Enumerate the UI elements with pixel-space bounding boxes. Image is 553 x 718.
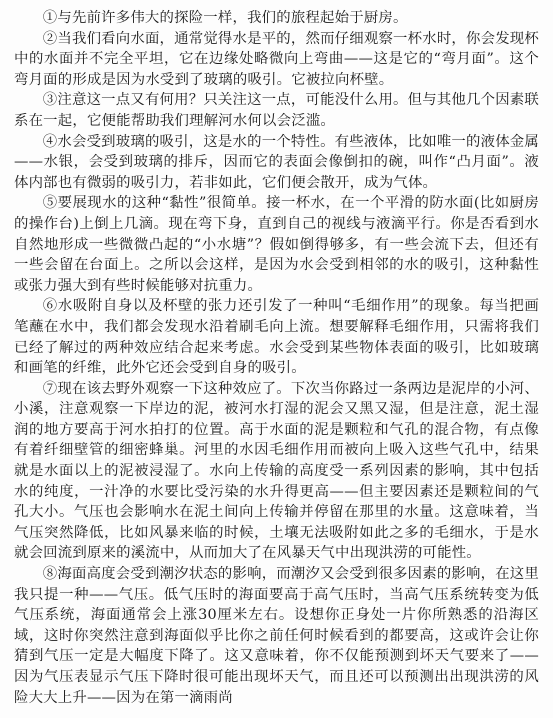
paragraph-6: ⑥水吸附自身以及杯壁的张力还引发了一种叫“毛细作用”的现象。每当把画笔蘸在水中，我们都会发现水沿着刷毛向上流。想要解释毛细作用，只需将我们已经了解过的两种效应结合起来考虑。水会受到某些物体表面的吸引，比如玻璃和画笔的纤维，此外它还会受到自身的吸引。 [14,298,539,377]
paragraph-2: ②当我们看向水面，通常觉得水是平的，然而仔细观察一杯水时，你会发现杯中的水面并不完全平坦，它在边缘处略微向上弯曲——这是它的“弯月面”。这个弯月面的形成是因为水受到了玻璃的吸引。它被拉向杯壁。 [14,30,539,88]
paragraph-4: ④水会受到玻璃的吸引，这是水的一个特性。有些液体，比如唯一的液体金属——水银，会受到玻璃的排斥，因而它的表面会像倒扣的碗，叫作“凸月面”。液体内部也有微弱的吸引力，若非如此，它们便会散开，成为气体。 [14,133,539,191]
paragraph-8: ⑧海面高度会受到潮汐状态的影响，而潮汐又会受到很多因素的影响，在这里我只提一种——气压。低气压时的海面要高于高气压时，当高气压系统转变为低气压系统，海面通常会上涨30厘米左右。设想你正身处一片你所熟悉的沿海区域，这时你突然注意到海面似乎比你之前任何时候看到的都要高，这或许会让你猜到气压一定是大幅度下降了。这又意味着，你不仅能预测到坏天气要来了——因为气压表显示气压下降时很可能出现坏天气，而且还可以预测出出现洪涝的风险大大上升——因为在第一滴雨尚 [14,566,539,706]
paragraph-3: ③注意这一点又有何用？只关注这一点，可能没什么用。但与其他几个因素联系在一起，它便能帮助我们理解河水何以会泛滥。 [14,92,539,129]
paragraph-1: ①与先前许多伟大的探险一样，我们的旅程起始于厨房。 [42,10,408,26]
paragraph-7: ⑦现在该去野外观察一下这种效应了。下次当你路过一条两边是泥岸的小河、小溪，注意观察一下岸边的泥，被河水打湿的泥会又黑又湿，但是注意，泥土湿润的地方要高于河水拍打的位置。高于水面的泥是颗粒和气孔的混合物，有点像有着纤细壁管的细密蜂巢。河里的水因毛细作用而被向上吸入这些气孔中，结果就是水面以上的泥被浸湿了。水向上传输的高度受一系列因素的影响，其中包括水的纯度，一汁净的水要比受污染的水升得更高——但主要因素还是颗粒间的气孔大小。气压也会影响水在泥土间向上传输并停留在那里的水量。这意味着，当气压突然降低，比如风暴来临的时候，土壤无法吸附如此之多的毛细水，于是水就会回流到原来的溪流中，从而加大了在风暴天气中出现洪涝的可能性。 [14,380,539,562]
paragraph-5: ⑤要展现水的这种“黏性”很简单。接一杯水，在一个平滑的防水面(比如厨房的操作台)上倒上几滴。现在弯下身，直到自己的视线与液滴平行。你是否看到水自然地形成一些微微凸起的“小水塘”？假如倒得够多，有一些会流下去，但还有一些会留在台面上。之所以会这样，是因为水会受到相邻的水的吸引，这种黏性或张力强大到有些时候能够对抗重力。 [14,195,539,294]
